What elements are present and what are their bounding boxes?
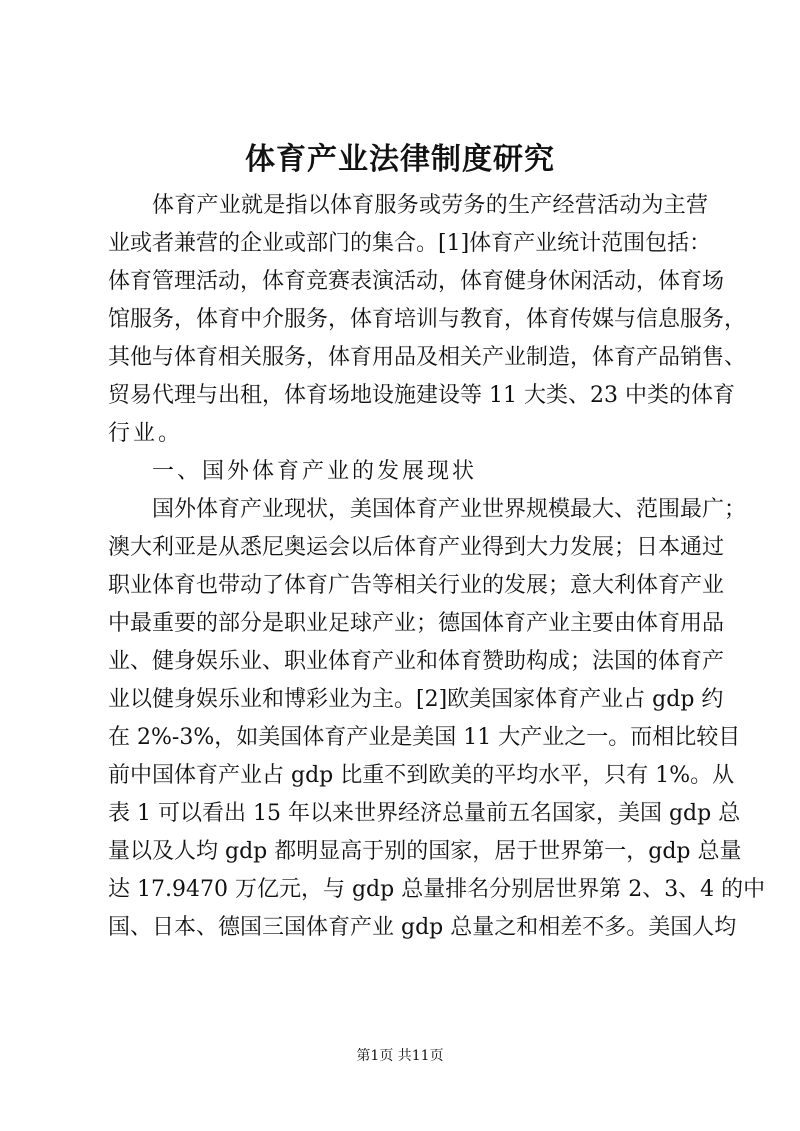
text-line: 业以健身娱乐业和博彩业为主。[2]欧美国家体育产业占 gdp 约 [108,687,724,712]
text-line: 澳大利亚是从悉尼奥运会以后体育产业得到大力发展；日本通过 [108,535,725,560]
text-line: 职业体育也带动了体育广告等相关行业的发展；意大利体育产业 [108,573,725,598]
text-line: 体育产业就是指以体育服务或劳务的生产经营活动为主营 [152,193,708,218]
text-line: 表 1 可以看出 15 年以来世界经济总量前五名国家，美国 gdp 总 [108,801,741,826]
text-line: 其他与体育相关服务，体育用品及相关产业制造，体育产品销售、 [108,345,747,370]
text-line: 业、健身娱乐业、职业体育产业和体育赞助构成；法国的体育产 [108,649,725,674]
text-line: 行业。 [108,421,184,446]
text-line: 达 17.9470 万亿元，与 gdp 总量排名分别居世界第 2、3、4 的中 [108,877,766,902]
text-line: 在 2%-3%，如美国体育产业是美国 11 大产业之一。而相比较目 [108,725,741,750]
text-line: 量以及人均 gdp 都明显高于别的国家，居于世界第一，gdp 总量 [108,839,742,864]
text-line: 前中国体育产业占 gdp 比重不到欧美的平均水平，只有 1%。从 [108,763,735,788]
text-line: 业或者兼营的企业或部门的集合。[1]体育产业统计范围包括： [108,231,712,256]
section-heading: 一、国外体育产业的发展现状 [152,459,478,484]
text-line: 体育管理活动，体育竞赛表演活动，体育健身休闲活动，体育场 [108,269,725,294]
text-line: 贸易代理与出租，体育场地设施建设等 11 大类、23 中类的体育 [108,383,735,408]
text-line: 国、日本、德国三国体育产业 gdp 总量之和相差不多。美国人均 [108,915,737,940]
page-footer: 第1页 共11页 [356,1048,444,1064]
text-line: 中最重要的部分是职业足球产业；德国体育产业主要由体育用品 [108,611,725,636]
text-line: 国外体育产业现状，美国体育产业世界规模最大、范围最广； [152,497,747,522]
document-body [108,187,766,947]
text-line: 馆服务，体育中介服务，体育培训与教育，体育传媒与信息服务， [108,307,747,332]
document-title: 体育产业法律制度研究 [245,142,555,177]
